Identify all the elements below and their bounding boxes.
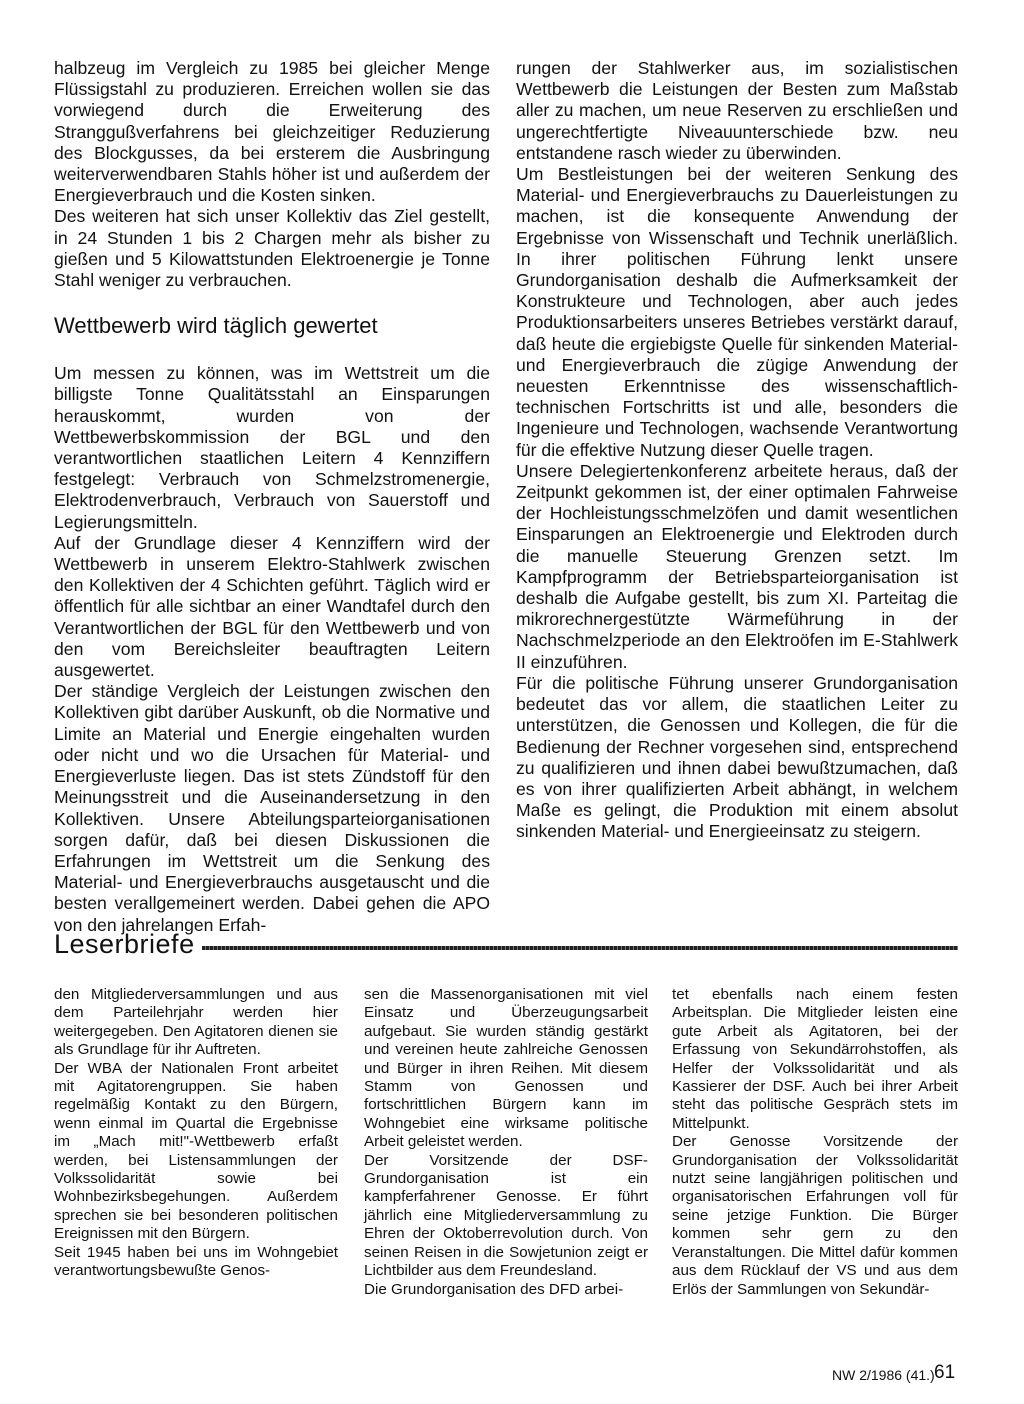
article-column-right — [516, 58, 958, 843]
paragraph: Seit 1945 haben bei uns im Wohngebiet verantwortungsbewußte Genos- — [54, 1243, 338, 1280]
paragraph: Um messen zu können, was im Wettstreit um die billigste Tonne Qualitätsstahl an Einsparungen herauskommt, wurden von der Wettbewerbskommission der BGL und den verantwortlichen staatlichen Leitern 4 Kennziffern festgelegt: Verbrauch von Schmelzstromenergie, Elektrodenverbrauch, Verbrauch von Sauerstoff und Legierungsmitteln. — [54, 363, 490, 532]
paragraph: Der Genosse Vorsitzende der Grundorganisation der Volkssolidarität nutzt seine langjährigen politischen und organisatorischen Erfahrungen voll für seine jetzige Funktion. Die Bürger kommen sehr gern zu den Veranstaltungen. Die Mittel dafür kommen aus dem Rücklauf der VS und aus dem Erlös der Sammlungen von Sekundär- — [672, 1133, 958, 1298]
issue-label: NW 2/1986 (41.) — [832, 1367, 935, 1383]
paragraph: rungen der Stahlwerker aus, im sozialistischen Wettbewerb die Leistungen der Besten zum Maßstab aller zu machen, um neue Reserven zu erschließen und ungerechtfertigte Niveauunterschiede bzw. neu entstandene rasch wieder zu überwinden. — [516, 58, 958, 163]
paragraph: Der ständige Vergleich der Leistungen zwischen den Kollektiven gibt darüber Auskunft, ob die Normative und Limite an Material und Energie eingehalten wurden oder nicht und wo die Ursachen für Material- und Energieverluste liegen. Das ist stets Zündstoff für den Meinungsstreit und die Auseinandersetzung in den Kollektiven. Unsere Abteilungsparteiorganisationen sorgen dafür, daß bei diesen Diskussionen die Erfahrungen im Wettstreit um die Senkung des Material- und Energieverbrauchs ausgetauscht und die besten verallgemeinert werden. Dabei gehen die APO von den jahrelangen Erfah- — [54, 681, 490, 935]
paragraph: Für die politische Führung unserer Grundorganisation bedeutet das vor allem, die staatlichen Leiter zu unterstützen, die Genossen und Kollegen, die für die Bedienung der Rechner vorgesehen sind, entsprechend zu qualifizieren und ihnen dabei bewußtzumachen, daß es von ihrer qualifizierten Arbeit abhängt, in welchem Maße es gelingt, die Produktion mit einem absolut sinkenden Material- und Energieeinsatz zu steigern. — [516, 672, 958, 842]
paragraph: Der Vorsitzende der DSF-Grundorganisation ist ein kampferfahrener Genosse. Er führt jährlich eine Mitgliederversammlung zu Ehren der Oktoberrevolution durch. Von seinen Reisen in die Sowjetunion zeigt er Lichtbilder aus dem Freundesland. — [364, 1151, 648, 1280]
paragraph: Der WBA der Nationalen Front arbeitet mit Agitatorengruppen. Sie haben regelmäßig Kontakt zu den Bürgern, wenn einmal im Quartal die Ergebnisse im „Mach mit!"-Wettbewerb erfaßt werden, bei Listensammlungen der Volkssolidarität sowie bei Wohnbezirksbegehungen. Außerdem sprechen sie bei besonderen politischen Ereignissen mit den Bürgern. — [54, 1059, 338, 1243]
section-title: Leserbriefe — [54, 929, 195, 959]
paragraph: Auf der Grundlage dieser 4 Kennziffern wird der Wettbewerb in unserem Elektro-Stahlwerk zwischen den Kollektiven der 4 Schichten geführt. Täglich wird er öffentlich für alle sichtbar an einer Wandtafel durch den Verantwortlichen der BGL für den Wettbewerb und von den vom Bereichsleiter beauftragten Leitern ausgewertet. — [54, 532, 490, 681]
paragraph: Die Grundorganisation des DFD arbei- — [364, 1280, 624, 1298]
section-rule — [202, 946, 958, 950]
section-header — [54, 928, 958, 964]
letters-column-2 — [364, 986, 648, 1299]
paragraph: sen die Massenorganisationen mit viel Einsatz und Überzeugungsarbeit aufgebaut. Sie wurden ständig gestärkt und vereinen heute zahlreiche Genossen und Bürger in ihren Reihen. Mit diesem Stamm von Genossen und fortschrittlichen Bürgern kann im Wohngebiet eine wirksame politische Arbeit geleistet werden. — [364, 986, 648, 1151]
paragraph: Des weiteren hat sich unser Kollektiv das Ziel gestellt, in 24 Stunden 1 bis 2 Chargen mehr als bisher zu gießen und 5 Kilowattstunden Elektroenergie je Tonne Stahl weniger zu verbrauchen. — [54, 206, 490, 291]
letters-column-3 — [672, 986, 958, 1299]
paragraph: Unsere Delegiertenkonferenz arbeitete heraus, daß der Zeitpunkt gekommen ist, der einer optimalen Fahrweise der Hochleistungsschmelzöfen und damit wesentlichen Einsparungen an Elektroenergie und Elektroden durch die manuelle Steuerung Grenzen setzt. Im Kampfprogramm der Betriebsparteiorganisation ist deshalb die Aufgabe gestellt, bis zum XI. Parteitag die mikrorechnergestützte Wärmeführung in der Nachschmelzperiode an den Elektroöfen im E-Stahlwerk II einzuführen. — [516, 460, 958, 672]
letters-column-1 — [54, 986, 338, 1281]
paragraph: den Mitgliederversammlungen und aus dem Parteilehrjahr werden hier weitergegeben. Den Agitatoren dienen sie als Grundlage für ihr Auftreten. — [54, 986, 338, 1059]
paragraph: halbzeug im Vergleich zu 1985 bei gleicher Menge Flüssigstahl zu produzieren. Erreichen wollen sie das vorwiegend durch die Erweiterung des Stranggußverfahrens bei gleichzeitiger Reduzierung des Blockgusses, da bei ersterem die Ausbringung weiterverwendbaren Stahls höher ist und außerdem der Energieverbrauch und die Kosten sinken. — [54, 58, 490, 206]
article-column-left — [54, 58, 490, 936]
paragraph: Um Bestleistungen bei der weiteren Senkung des Material- und Energieverbrauchs zu Dauerleistungen zu machen, ist die konsequente Anwendung der Ergebnisse von Wissenschaft und Technik unerläßlich. In ihrer politischen Führung lenkt unsere Grundorganisation deshalb die Aufmerksamkeit der Konstrukteure und Technologen, aber auch jedes Produktionsarbeiters unseres Betriebes verstärkt darauf, daß heute die ergiebigste Quelle für sinkenden Material- und Energieverbrauch die zügige Anwendung der neuesten Erkenntnisse des wissenschaftlich-technischen Fortschritts ist und alle, besonders die Ingenieure und Technologen, wachsende Verantwortung für die effektive Nutzung dieser Quelle tragen. — [516, 164, 958, 460]
subheading: Wettbewerb wird täglich gewertet — [54, 313, 378, 339]
paragraph: tet ebenfalls nach einem festen Arbeitsplan. Die Mitglieder leisten eine gute Arbeit als Agitatoren, bei der Erfassung von Sekundärrohstoffen, als Helfer der Volkssolidarität und als Kassierer der DSF. Auch bei ihrer Arbeit steht das politische Gespräch stets im Mittelpunkt. — [672, 986, 958, 1132]
page-number: 61 — [934, 1362, 956, 1383]
